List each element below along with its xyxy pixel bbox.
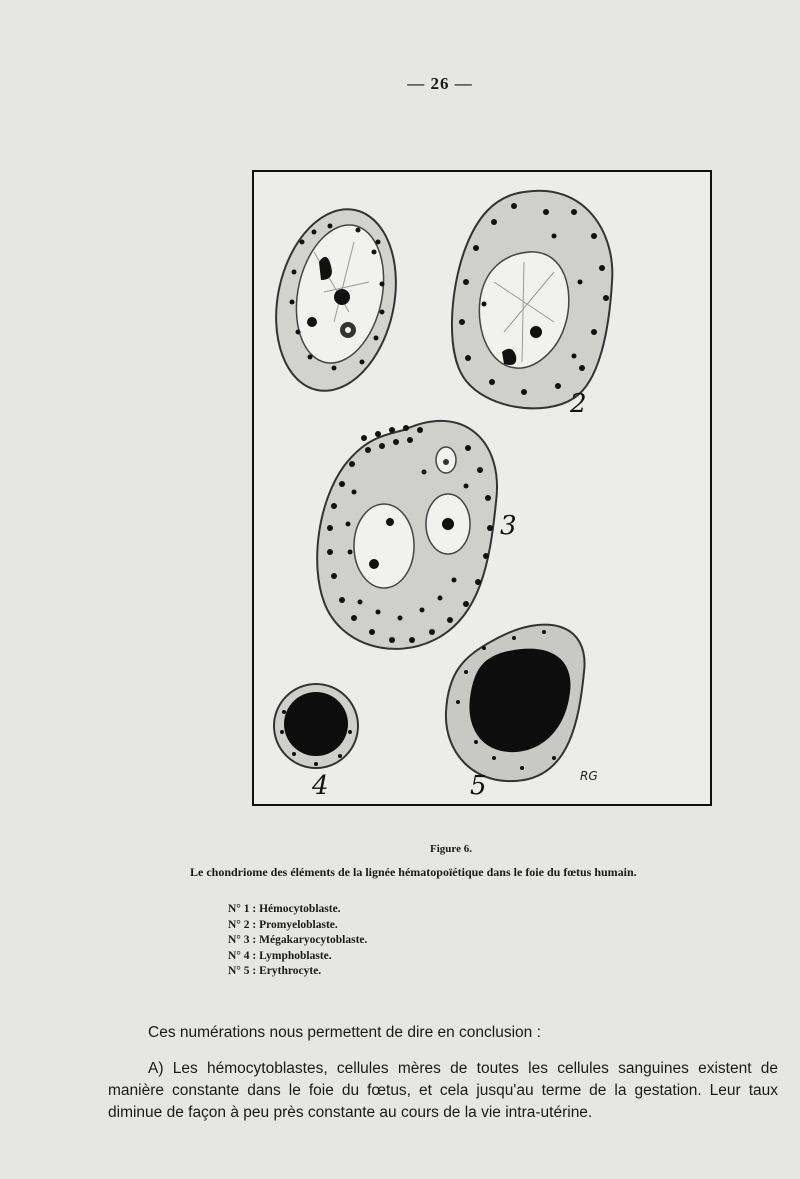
legend-item: N° 4 : Lymphoblaste.: [228, 949, 332, 962]
figure-label-4: 4: [312, 771, 329, 801]
page-number: — 26 —: [407, 74, 473, 93]
figure-label-3: 3: [500, 511, 517, 541]
cell-promyeloblast: [452, 191, 612, 419]
figure-legend: [228, 902, 367, 980]
artist-initials: RG: [580, 769, 598, 783]
legend-item: N° 2 : Promyeloblaste.: [228, 918, 338, 931]
cell-megakaryocytoblast: [317, 421, 516, 649]
figure-caption: Le chondriome des éléments de la lignée hématopoïétique dans le foie du fœtus humain.: [190, 865, 637, 879]
figure-label-2: 2: [570, 389, 587, 419]
cell-erythrocyte: [446, 625, 598, 801]
figure-illustration: [252, 170, 712, 806]
figure-label-5: 5: [470, 771, 487, 801]
cell-drawings: [254, 172, 710, 804]
figure-title: Figure 6.: [430, 843, 472, 855]
cell-lymphoblast: [274, 684, 358, 801]
legend-item: N° 5 : Erythrocyte.: [228, 965, 322, 977]
legend-item: N° 3 : Mégakaryocytoblaste.: [228, 934, 368, 946]
body-paragraph-conclusion: Ces numérations nous permettent de dire en conclusion :: [148, 1024, 541, 1041]
legend-item: N° 1 : Hémocytoblaste.: [228, 903, 341, 915]
cell-hemocytoblast: [260, 198, 412, 402]
body-paragraph-hemocytoblasts: A) Les hémocytoblastes, cellules mères de toutes les cellules sanguines existent de manière constante dans le foie du fœtus, et cela jusqu'au terme de la gestation. Leur taux diminue de façon à peu près constante au cours de la vie intra-utérine.: [108, 1060, 778, 1121]
